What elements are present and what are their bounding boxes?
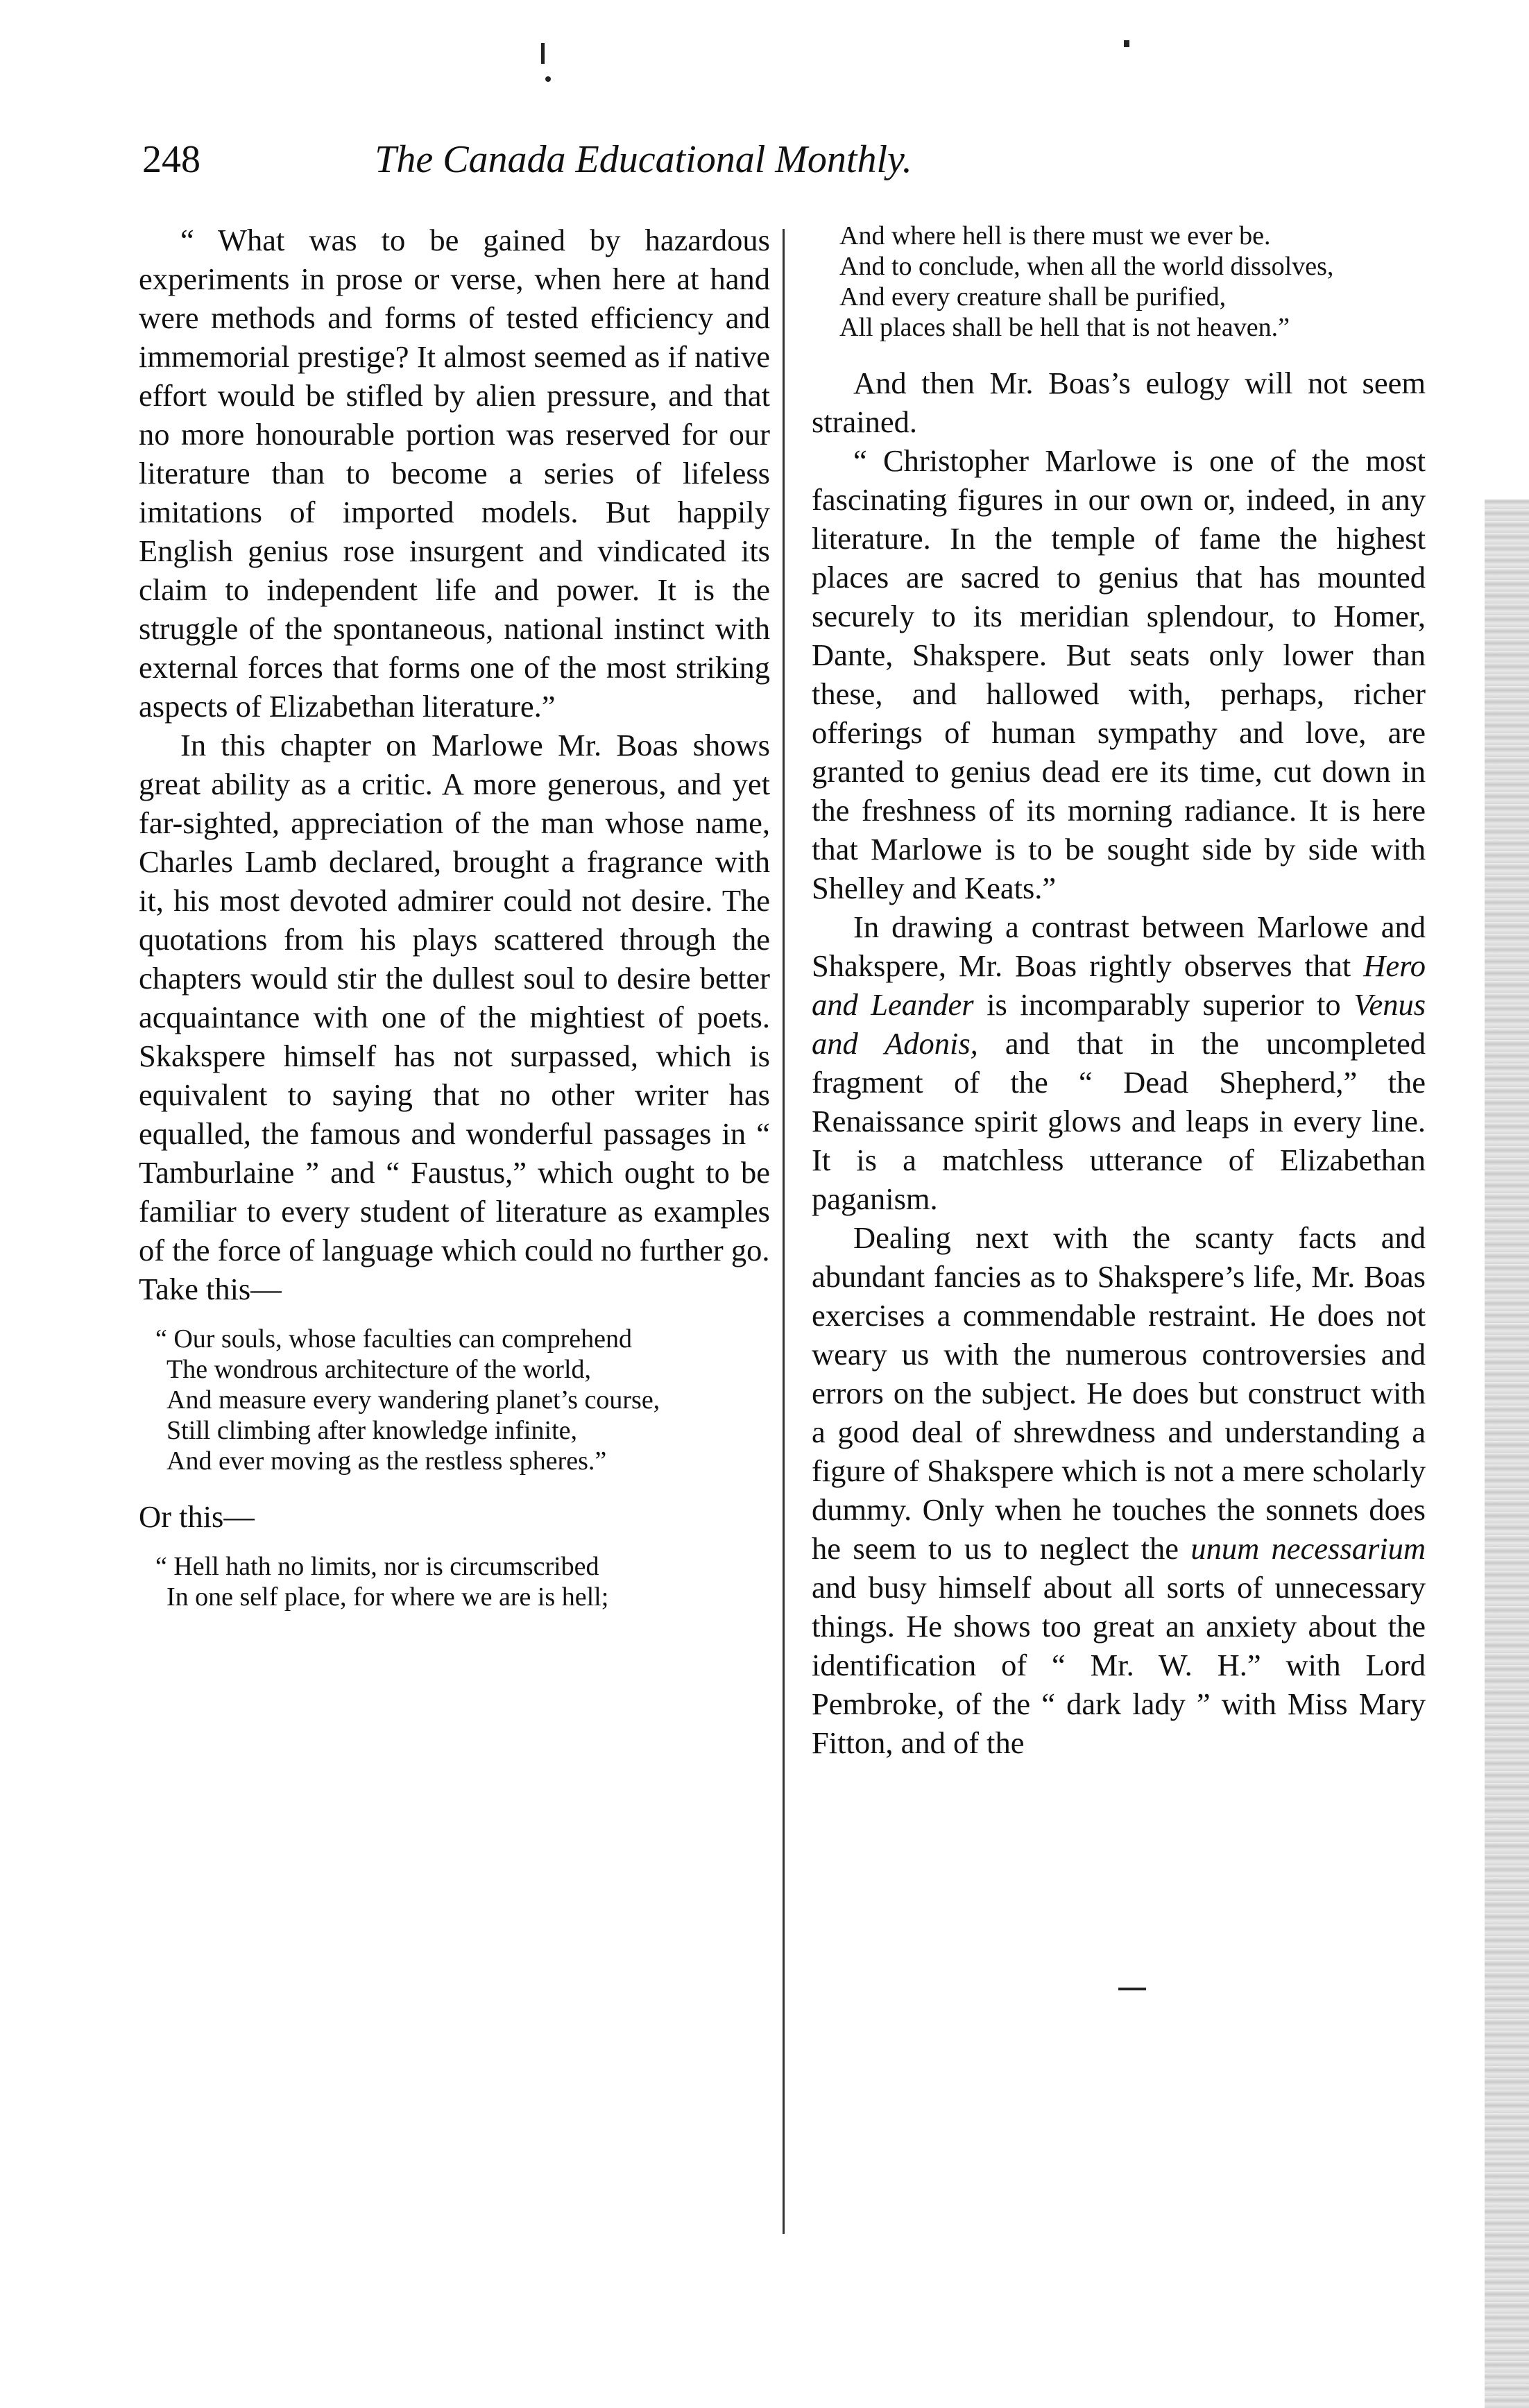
verse-line: And measure every wandering planet’s course,	[166, 1385, 660, 1415]
verse-line: “ Our souls, whose faculties can comprehend	[155, 1324, 632, 1354]
text-run: In drawing a contrast between Marlowe and Shakspere, Mr. Boas rightly observes that	[812, 910, 1426, 983]
paragraph-marlowe-chapter: In this chapter on Marlowe Mr. Boas shows great ability as a critic. A more generous, and yet far-sighted, appreciation of the man whose name, Charles Lamb declared, brought a fragrance with it, his most devoted admirer could not desire. The quotations from his plays scattered through the chapters would stir the dullest soul to desire better acquaintance with one of the mightiest of poets. Skakspere himself has not surpassed, which is equivalent to saying that no other writer has equalled, the famous and wonderful passages in “ Tamburlaine ” and “ Faustus,” which ought to be familiar to every student of literature as examples of the force of language which could no further go.	[139, 728, 770, 1267]
left-column	[139, 221, 770, 2330]
latin-phrase: unum necessarium	[1190, 1531, 1426, 1566]
verse-line: And ever moving as the restless spheres.”	[166, 1446, 607, 1476]
page-number: 248	[142, 138, 200, 181]
text-run: and that in the uncompleted fragment of the “ Dead Shepherd,” the Renaissance spirit glows and leaps in every line. It is a matchless utterance of Elizabethan paganism.	[812, 1026, 1426, 1216]
print-speck	[541, 43, 545, 64]
work-title-hero-and-leander: Hero and Leander	[812, 948, 1426, 1022]
verse-line: In one self place, for where we are is hell;	[166, 1582, 609, 1612]
paragraph-contrast	[812, 907, 1426, 1218]
verse-line: The wondrous architecture of the world,	[166, 1355, 592, 1384]
verse-faustus-part2	[812, 221, 1426, 343]
print-speck	[545, 76, 551, 82]
or-this-label: Or this—	[139, 1499, 255, 1534]
print-speck	[1118, 1988, 1146, 1990]
verse-line: And every creature shall be purified,	[839, 282, 1227, 311]
verse-line: “ Hell hath no limits, nor is circumscribed	[155, 1552, 599, 1581]
journal-title: The Canada Educational Monthly.	[375, 138, 912, 181]
verse-line: And to conclude, when all the world dissolves,	[839, 252, 1334, 281]
verse-line: All places shall be hell that is not heaven.”	[839, 313, 1290, 342]
text-run: Dealing next with the scanty facts and abundant fancies as to Shakspere’s life, Mr. Boas exercises a commendable restraint. He does not weary us with the numerous controversies and errors on the subject. He does but construct with a good deal of shrewdness and understanding a figure of Shakspere which is not a mere scholarly dummy. Only when he touches the sonnets does he seem to us to neglect the	[812, 1220, 1426, 1566]
take-this-label: Take this—	[139, 1272, 282, 1306]
verse-line: Still climbing after knowledge infinite,	[166, 1416, 578, 1445]
verse-faustus-part1	[139, 1551, 770, 1612]
page-gutter-edge	[1485, 499, 1529, 2408]
print-speck	[1124, 40, 1129, 47]
paragraph-shakspere-life	[812, 1218, 1426, 1762]
verse-tamburlaine	[139, 1324, 770, 1476]
paragraph-eulogy-intro: And then Mr. Boas’s eulogy will not seem strained.	[812, 366, 1426, 439]
work-title-venus-and-adonis: Venus and Adonis,	[812, 987, 1426, 1061]
right-column	[812, 221, 1426, 2330]
verse-line: And where hell is there must we ever be.	[839, 221, 1271, 250]
paragraph-marlowe-quote: “ Christopher Marlowe is one of the most fascinating figures in our own or, indeed, in any literature. In the temple of fame the highest places are sacred to genius that has mounted securely to its meridian splendour, to Homer, Dante, Shakspere. But seats only lower than these, and hallowed with, perhaps, richer offerings of human sympathy and love, are granted to genius dead ere its time, cut down in the freshness of its morning radiance. It is here that Marlowe is to be sought side by side with Shelley and Keats.”	[812, 443, 1426, 905]
column-divider	[783, 229, 785, 2234]
text-run: and busy himself about all sorts of unnecessary things. He shows too great an anxiety about the identification of “ Mr. W. H.” with Lord Pembroke, of the “ dark lady ” with Miss Mary Fitton, and of the	[812, 1570, 1426, 1760]
running-head	[142, 132, 1145, 187]
paragraph-quotation-elizabethan: “ What was to be gained by hazardous experiments in prose or verse, when here at hand were methods and forms of tested efficiency and immemorial prestige? It almost seemed as if native effort would be stifled by alien pressure, and that no more honourable portion was reserved for our literature than to become a series of lifeless imitations of imported models. But happily English genius rose insurgent and vindicated its claim to independent life and power. It is the struggle of the spontaneous, national instinct with external forces that forms one of the most striking aspects of Elizabethan literature.”	[139, 223, 770, 724]
text-run: is incomparably superior to	[986, 987, 1341, 1022]
